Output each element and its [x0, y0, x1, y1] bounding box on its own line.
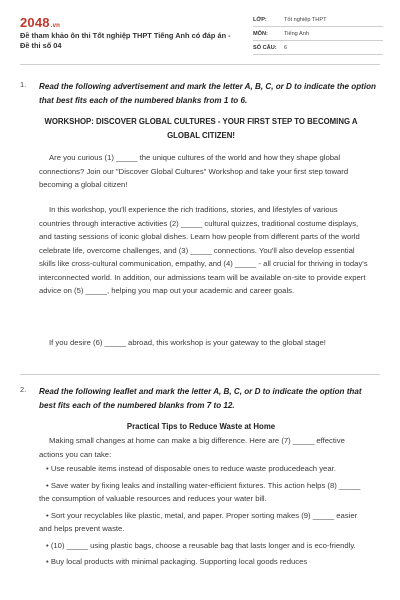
leaflet-title: Practical Tips to Reduce Waste at Home — [126, 422, 276, 431]
site-logo[interactable]: 2048.vn — [20, 15, 61, 30]
advertisement-paragraph: In this workshop, you'll experience the rich traditions, stories, and lifestyles of various countries through interactive activities (2) _____ cultural quizzes, traditional costume displays, and tasting sessions of iconic global dishes. Learn how people from different parts of the world celebrate life, overcome challenges, and (3) _____ connections. You'll also develop essential skills like cross-cultural communication, empathy, and (4) _____ - all crucial for thriving in today's interconnected world. In addition, our admissions team will be available on-site to provide expert advice on (5) _____, helping you map out your academic and career goals. — [39, 205, 368, 295]
advertisement-title: WORKSHOP: DISCOVER GLOBAL CULTURES - YOUR FIRST STEP TO BECOMING A GLOBAL CITIZEN! — [44, 117, 358, 140]
question-number: 2. — [20, 385, 27, 394]
list-item: • Save water by fixing leaks and installing water-efficient fixtures. This action helps (8) _____ the consumption of valuable resources and reduces your water bill. — [39, 480, 361, 503]
meta-class: LỚP: Tốt nghiệp THPT — [253, 15, 383, 29]
list-item: • (10) _____ using plastic bags, choose a reusable bag that lasts longer and is eco-friendly. — [46, 540, 356, 550]
question-instruction: Read the following advertisement and mark the letter A, B, C, or D to indicate the option that best fits each of the numbered blanks from 1 to 6. — [39, 82, 376, 105]
advertisement-paragraph: If you desire (6) _____ abroad, this workshop is your gateway to the global stage! — [49, 338, 326, 347]
question-number: 1. — [20, 80, 27, 89]
meta-subject: MÔN: Tiếng Anh — [253, 29, 383, 43]
question-instruction: Read the following leaflet and mark the letter A, B, C, or D to indicate the option that best fits each of the numbered blanks from 7 to 12. — [39, 387, 362, 410]
advertisement-paragraph: Are you curious (1) _____ the unique cultures of the world and how they shape global connections? Join our "Discover Global Cultures" Workshop and take your first step toward becoming a global citizen! — [39, 153, 349, 189]
list-item: • Use reusable items instead of disposable ones to reduce waste producedeach year. — [46, 464, 336, 473]
leaflet-intro: Making small changes at home can make a big difference. Here are (7) _____ effective actions you can take: — [39, 436, 345, 459]
exam-meta — [253, 15, 383, 57]
page-header — [0, 0, 400, 64]
exam-title: Đề tham khảo ôn thi Tốt nghiệp THPT Tiếng Anh có đáp án - Đề thi số 04 — [20, 31, 231, 50]
meta-question-count: SỐ CÂU: 6 — [253, 43, 383, 57]
header-divider — [20, 64, 380, 65]
leaflet-bullets — [39, 462, 369, 569]
section-divider — [20, 374, 380, 375]
list-item: • Sort your recyclables like plastic, metal, and paper. Proper sorting makes (9) _____ easier and helps prevent waste. — [39, 510, 358, 533]
list-item: • Buy local products with minimal packaging. Supporting local goods reduces — [46, 557, 308, 566]
